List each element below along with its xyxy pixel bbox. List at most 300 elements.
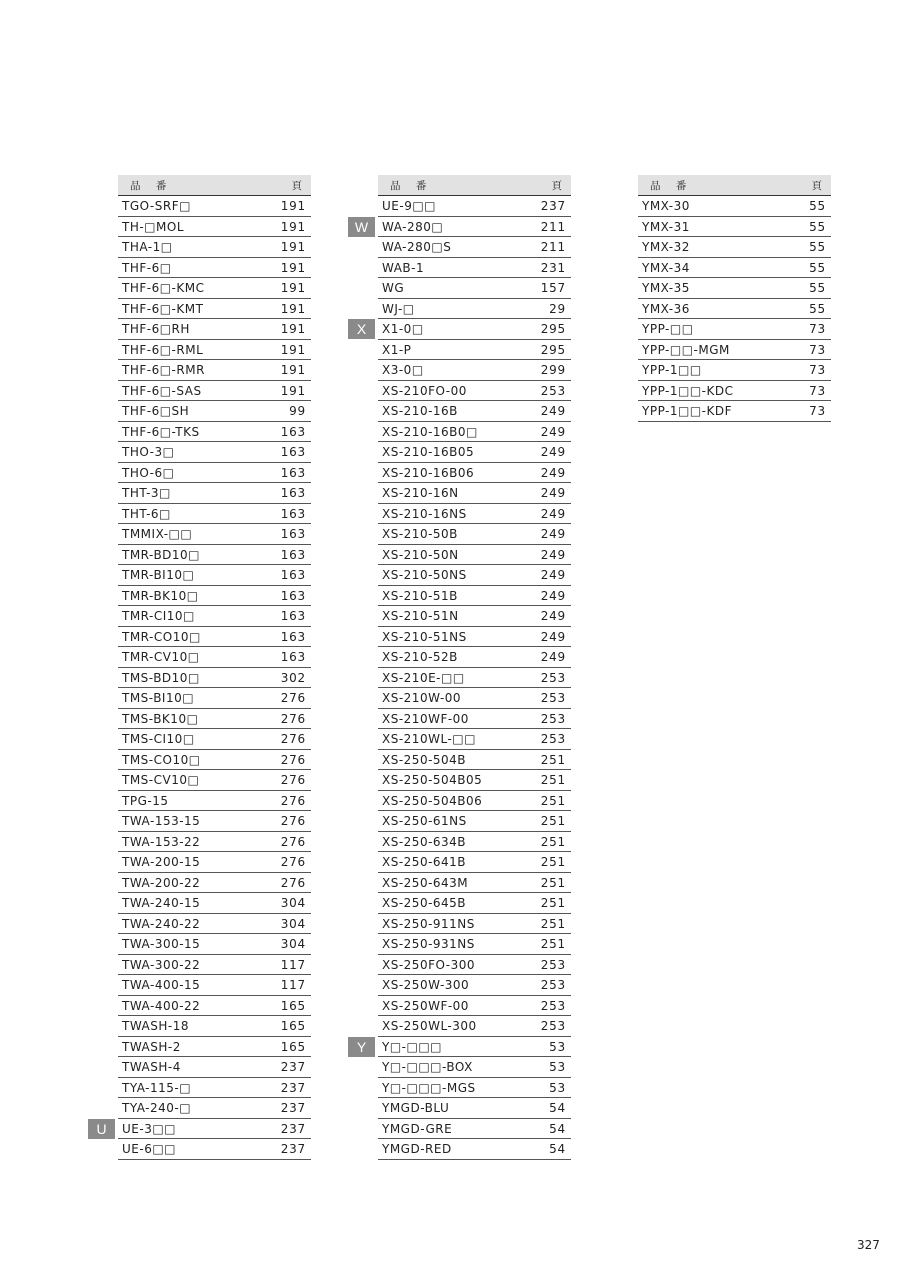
part-number: TMS-BI10□ xyxy=(122,691,195,706)
part-number: YPP-1□□-KDF xyxy=(642,404,733,419)
table-row xyxy=(378,524,571,545)
part-number: TWA-400-15 xyxy=(122,978,201,993)
part-number: WJ-□ xyxy=(382,301,415,316)
part-number: YPP-□□ xyxy=(642,322,694,337)
table-row xyxy=(378,401,571,422)
table-row xyxy=(118,237,311,258)
part-number: X1-0□ xyxy=(382,322,424,337)
page-ref: 276 xyxy=(280,793,306,808)
part-number: TWA-153-22 xyxy=(122,834,201,849)
part-number: XS-250-504B06 xyxy=(382,793,483,808)
part-number: TWA-153-15 xyxy=(122,814,201,829)
page-ref: 249 xyxy=(540,609,566,624)
page-ref: 304 xyxy=(280,937,306,952)
part-number: TWA-200-15 xyxy=(122,855,201,870)
page-ref: 253 xyxy=(540,732,566,747)
page-ref: 299 xyxy=(540,363,566,378)
index-column-3 xyxy=(638,175,831,422)
table-row xyxy=(638,258,831,279)
page-header: 頁 xyxy=(811,179,822,192)
page-ref: 53 xyxy=(549,1060,566,1075)
table-row xyxy=(378,852,571,873)
part-number: TMR-BD10□ xyxy=(122,547,201,562)
table-row xyxy=(378,586,571,607)
table-row xyxy=(118,381,311,402)
page-ref: 55 xyxy=(809,281,826,296)
page-ref: 53 xyxy=(549,1039,566,1054)
page-header: 頁 xyxy=(551,179,562,192)
part-number: YMX-36 xyxy=(642,301,690,316)
table-row xyxy=(118,955,311,976)
part-number: TWA-200-22 xyxy=(122,875,201,890)
part-number: WAB-1 xyxy=(382,260,425,275)
table-row xyxy=(118,196,311,217)
part-number: TMR-BI10□ xyxy=(122,568,195,583)
table-row xyxy=(378,1016,571,1037)
index-column-2 xyxy=(354,175,571,1160)
page-ref: 163 xyxy=(280,486,306,501)
part-number: XS-210-16N xyxy=(382,486,459,501)
page-ref: 251 xyxy=(540,937,566,952)
part-number: TWA-400-22 xyxy=(122,998,201,1013)
page-ref: 253 xyxy=(540,957,566,972)
table-row xyxy=(118,832,311,853)
page-ref: 191 xyxy=(280,342,306,357)
part-number: TWASH-4 xyxy=(122,1060,181,1075)
part-number: TMS-CI10□ xyxy=(122,732,195,747)
table-row xyxy=(118,545,311,566)
part-number: WA-280□S xyxy=(382,240,452,255)
page-ref: 276 xyxy=(280,834,306,849)
table-row xyxy=(118,647,311,668)
part-number: YMX-34 xyxy=(642,260,690,275)
page-ref: 163 xyxy=(280,609,306,624)
page-ref: 249 xyxy=(540,506,566,521)
page-ref: 191 xyxy=(280,363,306,378)
page-ref: 163 xyxy=(280,506,306,521)
page-ref: 237 xyxy=(280,1101,306,1116)
table-row xyxy=(378,893,571,914)
table-row xyxy=(378,709,571,730)
part-number: XS-250-931NS xyxy=(382,937,475,952)
page-ref: 276 xyxy=(280,875,306,890)
table-row xyxy=(378,811,571,832)
part-number: YMX-30 xyxy=(642,199,690,214)
part-number: THF-6□-RML xyxy=(122,342,204,357)
table-row xyxy=(378,504,571,525)
page-ref: 117 xyxy=(280,957,306,972)
table-row xyxy=(378,340,571,361)
page-ref: 163 xyxy=(280,629,306,644)
part-number: TMR-BK10□ xyxy=(122,588,199,603)
part-number: TGO-SRF□ xyxy=(122,199,191,214)
part-number: THF-6□-KMC xyxy=(122,281,205,296)
table-row xyxy=(118,340,311,361)
table-row xyxy=(378,237,571,258)
part-number: XS-210-16B0□ xyxy=(382,424,478,439)
page-ref: 55 xyxy=(809,219,826,234)
part-number: XS-210-16B05 xyxy=(382,445,475,460)
table-row xyxy=(118,299,311,320)
page-ref: 249 xyxy=(540,465,566,480)
table-row xyxy=(118,360,311,381)
table-row xyxy=(356,319,571,340)
part-number: YMX-35 xyxy=(642,281,690,296)
part-number: TH-□MOL xyxy=(122,219,185,234)
table-row xyxy=(378,1057,571,1078)
table-row xyxy=(96,1119,311,1140)
part-number: XS-210WF-00 xyxy=(382,711,469,726)
section-letter-tab: X xyxy=(348,319,375,339)
table-row xyxy=(118,483,311,504)
part-number: TMS-BK10□ xyxy=(122,711,199,726)
part-number: XS-210-50N xyxy=(382,547,459,562)
part-number: XS-250FO-300 xyxy=(382,957,475,972)
page-ref: 249 xyxy=(540,629,566,644)
page-ref: 276 xyxy=(280,732,306,747)
table-row xyxy=(638,299,831,320)
page-ref: 191 xyxy=(280,219,306,234)
page-ref: 302 xyxy=(280,670,306,685)
part-number: TYA-240-□ xyxy=(122,1101,192,1116)
page-ref: 99 xyxy=(289,404,306,419)
part-number: XS-210-50B xyxy=(382,527,458,542)
part-number: TMS-CV10□ xyxy=(122,773,200,788)
page-ref: 249 xyxy=(540,527,566,542)
table-row xyxy=(378,647,571,668)
table-row xyxy=(118,770,311,791)
table-row xyxy=(378,606,571,627)
part-number: THT-3□ xyxy=(122,486,171,501)
page-ref: 191 xyxy=(280,322,306,337)
table-row xyxy=(378,975,571,996)
table-row xyxy=(378,442,571,463)
part-number: THF-6□-SAS xyxy=(122,383,202,398)
table-row xyxy=(378,688,571,709)
part-number-header: 品 番 xyxy=(130,179,173,192)
page-ref: 249 xyxy=(540,486,566,501)
part-number: UE-3□□ xyxy=(122,1121,177,1136)
part-number: THF-6□-KMT xyxy=(122,301,204,316)
table-row xyxy=(118,996,311,1017)
page-ref: 276 xyxy=(280,711,306,726)
page-ref: 251 xyxy=(540,834,566,849)
part-number: YMGD-RED xyxy=(382,1142,452,1157)
table-row xyxy=(378,1098,571,1119)
page-ref: 249 xyxy=(540,650,566,665)
page-ref: 163 xyxy=(280,424,306,439)
table-row xyxy=(378,196,571,217)
page-ref: 73 xyxy=(809,322,826,337)
table-row xyxy=(638,340,831,361)
table-row xyxy=(378,1139,571,1160)
page-ref: 237 xyxy=(280,1142,306,1157)
table-row xyxy=(118,422,311,443)
table-row xyxy=(118,442,311,463)
section-letter-tab: U xyxy=(88,1119,115,1139)
part-number: TMR-CI10□ xyxy=(122,609,195,624)
page-ref: 54 xyxy=(549,1101,566,1116)
table-row xyxy=(118,627,311,648)
part-number: TMR-CV10□ xyxy=(122,650,200,665)
part-number: TMS-CO10□ xyxy=(122,752,201,767)
part-number: XS-210WL-□□ xyxy=(382,732,476,747)
table-row xyxy=(638,360,831,381)
page-ref: 249 xyxy=(540,404,566,419)
table-row xyxy=(638,217,831,238)
page-ref: 73 xyxy=(809,383,826,398)
table-row xyxy=(378,565,571,586)
part-number: XS-210-51B xyxy=(382,588,458,603)
table-row xyxy=(118,852,311,873)
page-ref: 276 xyxy=(280,752,306,767)
part-number: YPP-□□-MGM xyxy=(642,342,730,357)
part-number: Y□-□□□-BOX xyxy=(382,1060,473,1075)
table-row xyxy=(118,750,311,771)
table-row xyxy=(118,565,311,586)
page-ref: 276 xyxy=(280,773,306,788)
part-number: XS-210W-00 xyxy=(382,691,462,706)
page-ref: 165 xyxy=(280,1019,306,1034)
page-ref: 253 xyxy=(540,978,566,993)
table-row xyxy=(118,217,311,238)
table-row xyxy=(118,463,311,484)
index-rows xyxy=(638,196,831,422)
page-ref: 231 xyxy=(540,260,566,275)
part-number: Y□-□□□ xyxy=(382,1039,443,1054)
page-ref: 249 xyxy=(540,588,566,603)
page-ref: 54 xyxy=(549,1121,566,1136)
part-number: XS-250WL-300 xyxy=(382,1019,477,1034)
table-row xyxy=(378,832,571,853)
table-row xyxy=(118,873,311,894)
page-number: 327 xyxy=(857,1238,880,1252)
page-ref: 165 xyxy=(280,998,306,1013)
table-row xyxy=(118,1057,311,1078)
page-ref: 163 xyxy=(280,527,306,542)
part-number: TYA-115-□ xyxy=(122,1080,192,1095)
page-ref: 191 xyxy=(280,260,306,275)
table-row xyxy=(378,360,571,381)
table-row xyxy=(378,1119,571,1140)
part-number: THO-3□ xyxy=(122,445,175,460)
table-row xyxy=(378,299,571,320)
part-number: THF-6□SH xyxy=(122,404,190,419)
table-row xyxy=(118,1016,311,1037)
page-ref: 191 xyxy=(280,240,306,255)
part-number: WA-280□ xyxy=(382,219,444,234)
page-ref: 253 xyxy=(540,1019,566,1034)
table-row xyxy=(356,1037,571,1058)
page-ref: 191 xyxy=(280,199,306,214)
part-number: XS-250-643M xyxy=(382,875,469,890)
page-ref: 117 xyxy=(280,978,306,993)
table-row xyxy=(118,606,311,627)
page-ref: 251 xyxy=(540,916,566,931)
section-letter-tab: Y xyxy=(348,1037,375,1057)
table-row xyxy=(378,381,571,402)
part-number: THA-1□ xyxy=(122,240,173,255)
page-ref: 53 xyxy=(549,1080,566,1095)
page-ref: 237 xyxy=(540,199,566,214)
part-number: XS-250W-300 xyxy=(382,978,470,993)
part-number: TWA-240-22 xyxy=(122,916,201,931)
part-number: XS-210-16NS xyxy=(382,506,467,521)
table-row xyxy=(378,627,571,648)
page-ref: 163 xyxy=(280,465,306,480)
part-number: TMR-CO10□ xyxy=(122,629,201,644)
page-ref: 253 xyxy=(540,711,566,726)
part-number: XS-250-645B xyxy=(382,896,467,911)
page-ref: 163 xyxy=(280,445,306,460)
page-ref: 211 xyxy=(540,219,566,234)
table-row xyxy=(378,1078,571,1099)
page-ref: 253 xyxy=(540,998,566,1013)
page-ref: 251 xyxy=(540,814,566,829)
part-number: TWA-240-15 xyxy=(122,896,201,911)
table-row xyxy=(118,811,311,832)
table-row xyxy=(378,750,571,771)
part-number: YPP-1□□ xyxy=(642,363,702,378)
index-rows xyxy=(354,196,571,1160)
page-ref: 237 xyxy=(280,1080,306,1095)
table-row xyxy=(378,545,571,566)
part-number: XS-210-52B xyxy=(382,650,458,665)
page-ref: 191 xyxy=(280,281,306,296)
index-column-1 xyxy=(96,175,311,1160)
page-ref: 29 xyxy=(549,301,566,316)
table-row xyxy=(118,1098,311,1119)
page-ref: 163 xyxy=(280,568,306,583)
table-row xyxy=(118,524,311,545)
table-row xyxy=(118,1139,311,1160)
page-ref: 163 xyxy=(280,588,306,603)
table-row xyxy=(118,729,311,750)
page-ref: 249 xyxy=(540,445,566,460)
table-row xyxy=(378,914,571,935)
part-number: THF-6□RH xyxy=(122,322,190,337)
part-number: YMGD-GRE xyxy=(382,1121,453,1136)
table-row xyxy=(118,893,311,914)
page-ref: 163 xyxy=(280,547,306,562)
table-row xyxy=(118,688,311,709)
column-header xyxy=(638,175,831,196)
table-row xyxy=(118,791,311,812)
page-ref: 251 xyxy=(540,773,566,788)
table-row xyxy=(118,319,311,340)
part-number: XS-210-16B06 xyxy=(382,465,475,480)
page-ref: 251 xyxy=(540,793,566,808)
column-header xyxy=(118,175,311,196)
part-number: TWASH-18 xyxy=(122,1019,189,1034)
page-ref: 253 xyxy=(540,670,566,685)
table-row xyxy=(118,401,311,422)
table-row xyxy=(638,401,831,422)
page-ref: 249 xyxy=(540,547,566,562)
part-number: XS-210-51N xyxy=(382,609,459,624)
table-row xyxy=(118,709,311,730)
column-header xyxy=(378,175,571,196)
table-row xyxy=(378,873,571,894)
part-number: XS-210-16B xyxy=(382,404,458,419)
table-row xyxy=(118,258,311,279)
table-row xyxy=(638,237,831,258)
part-number: YPP-1□□-KDC xyxy=(642,383,734,398)
page-ref: 304 xyxy=(280,916,306,931)
table-row xyxy=(378,996,571,1017)
part-number: XS-250-504B05 xyxy=(382,773,483,788)
section-letter-tab: W xyxy=(348,217,375,237)
part-number: TMMIX-□□ xyxy=(122,527,193,542)
table-row xyxy=(118,914,311,935)
page-ref: 249 xyxy=(540,424,566,439)
page-ref: 249 xyxy=(540,568,566,583)
page-ref: 211 xyxy=(540,240,566,255)
part-number: UE-6□□ xyxy=(122,1142,177,1157)
part-number: YMX-31 xyxy=(642,219,690,234)
part-number-header: 品 番 xyxy=(650,179,693,192)
page-ref: 251 xyxy=(540,855,566,870)
table-row xyxy=(118,1078,311,1099)
index-rows xyxy=(96,196,311,1160)
table-row xyxy=(118,975,311,996)
page-ref: 251 xyxy=(540,875,566,890)
part-number: XS-250-504B xyxy=(382,752,467,767)
part-number: THO-6□ xyxy=(122,465,175,480)
page-ref: 253 xyxy=(540,691,566,706)
table-row xyxy=(118,504,311,525)
table-row xyxy=(378,668,571,689)
table-row xyxy=(354,217,571,238)
part-number: TPG-15 xyxy=(122,793,169,808)
part-number: XS-210-51NS xyxy=(382,629,467,644)
table-row xyxy=(638,319,831,340)
page-ref: 55 xyxy=(809,260,826,275)
page-ref: 237 xyxy=(280,1121,306,1136)
part-number: TMS-BD10□ xyxy=(122,670,200,685)
page-ref: 55 xyxy=(809,240,826,255)
page-ref: 251 xyxy=(540,752,566,767)
page-ref: 157 xyxy=(540,281,566,296)
part-number: THT-6□ xyxy=(122,506,171,521)
part-number: X3-0□ xyxy=(382,363,424,378)
page-ref: 55 xyxy=(809,301,826,316)
page-ref: 295 xyxy=(540,342,566,357)
table-row xyxy=(378,483,571,504)
table-row xyxy=(638,381,831,402)
page-ref: 276 xyxy=(280,855,306,870)
part-number: XS-250-641B xyxy=(382,855,467,870)
page-ref: 276 xyxy=(280,814,306,829)
table-row xyxy=(378,258,571,279)
part-number: THF-6□-RMR xyxy=(122,363,205,378)
part-number: YMGD-BLU xyxy=(382,1101,450,1116)
page-ref: 191 xyxy=(280,301,306,316)
page-ref: 54 xyxy=(549,1142,566,1157)
table-row xyxy=(118,668,311,689)
part-number: UE-9□□ xyxy=(382,199,437,214)
table-row xyxy=(118,278,311,299)
part-number: THF-6□-TKS xyxy=(122,424,200,439)
part-number: XS-210FO-00 xyxy=(382,383,467,398)
table-row xyxy=(118,586,311,607)
table-row xyxy=(118,1037,311,1058)
page-ref: 237 xyxy=(280,1060,306,1075)
part-number: XS-250-634B xyxy=(382,834,467,849)
page-ref: 295 xyxy=(540,322,566,337)
page-ref: 73 xyxy=(809,363,826,378)
part-number: XS-250-911NS xyxy=(382,916,475,931)
